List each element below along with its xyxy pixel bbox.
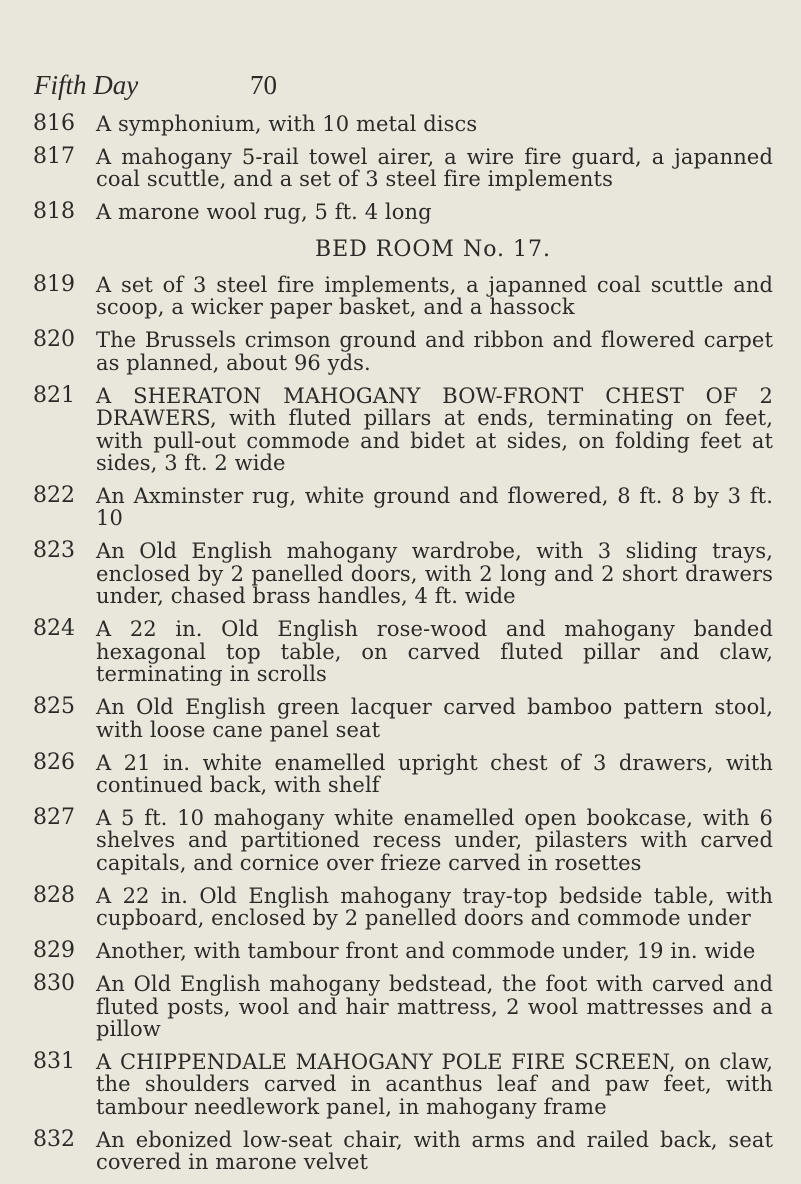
lot-item bbox=[33, 1126, 773, 1175]
lot-item bbox=[33, 973, 773, 1041]
lot-description: A 5 ft. 10 mahogany white enamelled open bookcase, with 6 shelves and partitioned recess under, pilasters with carved capitals, and cornice over frieze carved in rosettes bbox=[96, 805, 773, 875]
room-heading: BED ROOM No. 17. bbox=[314, 236, 552, 262]
lot-description: A CHIPPENDALE MAHOGANY POLE FIRE SCREEN, on claw, the shoulders carved in acanthus leaf and paw feet, with tambour needlework panel, in mahogany frame bbox=[96, 1049, 773, 1119]
lot-item bbox=[33, 940, 773, 963]
lot-description: A marone wool rug, 5 ft. 4 long bbox=[96, 200, 432, 225]
lot-description: A mahogany 5-rail towel airer, a wire fire guard, a japanned coal scuttle, and a set of 3 steel fire implements bbox=[96, 144, 773, 192]
lot-number: 821 bbox=[33, 382, 75, 408]
lot-number: 819 bbox=[33, 271, 75, 297]
lot-item bbox=[33, 329, 773, 374]
lot-description: A SHERATON MAHOGANY BOW-FRONT CHEST OF 2 DRAWERS, with fluted pillars at ends, terminating on feet, with pull-out commode and bidet at sides, on folding feet at sides, 3 ft. 2 wide bbox=[96, 383, 773, 476]
lot-number: 829 bbox=[33, 938, 75, 964]
lot-number: 831 bbox=[33, 1048, 75, 1074]
lot-number: 825 bbox=[33, 694, 75, 720]
lot-item bbox=[33, 271, 773, 320]
lot-item bbox=[33, 113, 773, 136]
lot-description: An Old English green lacquer carved bamboo pattern stool, with loose cane panel seat bbox=[96, 695, 773, 742]
lot-description: A symphonium, with 10 metal discs bbox=[96, 112, 478, 136]
lots-after bbox=[33, 271, 773, 1175]
lot-item bbox=[33, 696, 773, 741]
lot-item bbox=[33, 143, 773, 192]
lot-number: 818 bbox=[33, 199, 75, 225]
lot-item bbox=[33, 804, 773, 875]
lot-item bbox=[33, 749, 773, 798]
lot-item bbox=[33, 382, 773, 476]
lot-number: 816 bbox=[33, 111, 75, 136]
lot-item bbox=[33, 201, 773, 224]
lot-item bbox=[33, 540, 773, 608]
lot-description: A 21 in. white enamelled upright chest of 3 drawers, with continued back, with shelf bbox=[96, 750, 773, 798]
lot-number: 824 bbox=[33, 616, 75, 642]
lot-description: The Brussels crimson ground and ribbon and flowered carpet as planned, about 96 yds. bbox=[96, 328, 773, 375]
lot-number: 820 bbox=[33, 327, 75, 353]
lot-description: An Old English mahogany wardrobe, with 3 sliding trays, enclosed by 2 panelled doors, with 2 long and 2 short drawers under, chased brass handles, 4 ft. wide bbox=[96, 539, 773, 609]
page-number: 70 bbox=[250, 70, 277, 100]
lot-description: An ebonized low-seat chair, with arms and railed back, seat covered in marone velvet bbox=[96, 1127, 773, 1175]
lot-item bbox=[33, 482, 773, 531]
lot-description: A set of 3 steel fire implements, a japanned coal scuttle and scoop, a wicker paper basket, and a hassock bbox=[96, 272, 773, 320]
lot-description: A 22 in. Old English mahogany tray-top bedside table, with cupboard, enclosed by 2 panelled doors and commode under bbox=[96, 883, 773, 931]
lot-number: 832 bbox=[33, 1126, 75, 1152]
lot-number: 823 bbox=[33, 538, 75, 564]
lot-description: An Old English mahogany bedstead, the foot with carved and fluted posts, wool and hair mattress, 2 wool mattresses and a pillow bbox=[96, 972, 773, 1042]
page-header bbox=[34, 70, 761, 104]
lot-description: Another, with tambour front and commode under, 19 in. wide bbox=[96, 939, 756, 964]
lot-number: 830 bbox=[33, 971, 75, 997]
lot-item bbox=[33, 618, 773, 686]
lot-description: A 22 in. Old English rose-wood and mahogany banded hexagonal top table, on carved fluted pillar and claw, terminating in scrolls bbox=[96, 617, 773, 687]
lot-description: An Axminster rug, white ground and flowered, 8 ft. 8 by 3 ft. 10 bbox=[96, 483, 773, 531]
lot-item bbox=[33, 882, 773, 931]
day-title: Fifth Day bbox=[34, 70, 139, 100]
lot-item bbox=[33, 1048, 773, 1119]
lot-number: 827 bbox=[33, 804, 75, 830]
lots-before bbox=[33, 113, 773, 224]
lot-number: 817 bbox=[33, 143, 75, 169]
lot-number: 822 bbox=[33, 482, 75, 508]
lot-number: 826 bbox=[33, 749, 75, 775]
lot-list bbox=[33, 113, 773, 1184]
lot-number: 828 bbox=[33, 882, 75, 908]
